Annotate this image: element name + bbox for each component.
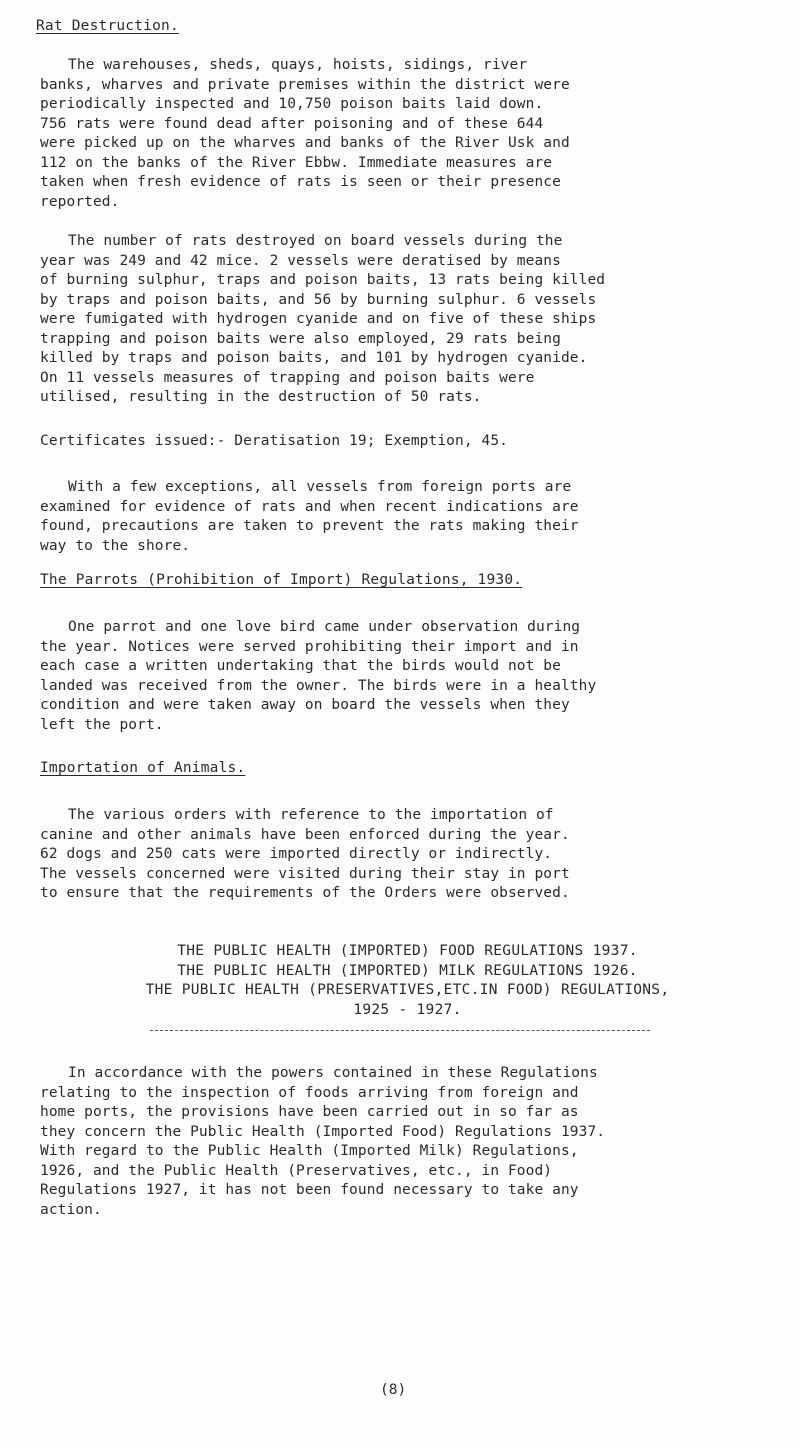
text-line: 1926, and the Public Health (Preservatives, etc., in Food) <box>40 1162 553 1179</box>
regulation-title: 1925 - 1927. <box>353 1001 462 1018</box>
heading-parrots-regulations: The Parrots (Prohibition of Import) Regulations, 1930. <box>40 572 523 588</box>
text-line: each case a written undertaking that the birds would not be <box>40 658 561 674</box>
text-line: left the port. <box>40 716 164 733</box>
text-line: examined for evidence of rats and when recent indications are <box>40 498 579 515</box>
text-line: the year. Notices were served prohibiting their import and in <box>40 638 579 655</box>
text-line: taken when fresh evidence of rats is seen or their presence <box>40 174 561 190</box>
text-line: With a few exceptions, all vessels from foreign ports are <box>68 479 572 495</box>
paragraph-animals <box>40 806 775 904</box>
text-line: were fumigated with hydrogen cyanide and on five of these ships <box>40 311 597 327</box>
text-line: periodically inspected and 10,750 poison baits laid down. <box>40 96 544 112</box>
text-line: they concern the Public Health (Imported Food) Regulations 1937. <box>40 1123 606 1140</box>
text-line: year was 249 and 42 mice. 2 vessels were deratised by means <box>40 252 561 269</box>
text-line: landed was received from the owner. The birds were in a healthy <box>40 677 597 694</box>
text-line: canine and other animals have been enforced during the year. <box>40 826 570 843</box>
regulation-title: THE PUBLIC HEALTH (PRESERVATIVES,ETC.IN FOOD) REGULATIONS, <box>145 982 670 998</box>
page-number: (8) <box>380 1382 407 1398</box>
text-line: In accordance with the powers contained in these Regulations <box>68 1065 598 1081</box>
text-line: action. <box>40 1201 102 1218</box>
text-line: One parrot and one love bird came under observation during <box>68 619 581 635</box>
text-line: 62 dogs and 250 cats were imported directly or indirectly. <box>40 846 553 862</box>
text-line: reported. <box>40 193 120 210</box>
dashed-divider <box>150 1030 650 1031</box>
text-line: home ports, the provisions have been carried out in so far as <box>40 1104 579 1120</box>
text-line: With regard to the Public Health (Imported Milk) Regulations, <box>40 1143 579 1159</box>
text-line: utilised, resulting in the destruction of 50 rats. <box>40 389 482 405</box>
text-line: killed by traps and poison baits, and 101 by hydrogen cyanide. <box>40 350 588 366</box>
heading-importation-of-animals: Importation of Animals. <box>40 760 246 776</box>
text-line: The vessels concerned were visited during their stay in port <box>40 865 570 882</box>
heading-rat-destruction: Rat Destruction. <box>36 18 179 34</box>
text-line: by traps and poison baits, and 56 by burning sulphur. 6 vessels <box>40 291 597 308</box>
paragraph-foreign-ports <box>40 478 775 556</box>
text-line: were picked up on the wharves and banks of the River Usk and <box>40 135 570 151</box>
text-line: condition and were taken away on board the vessels when they <box>40 697 570 713</box>
regulations-titles <box>40 942 775 1020</box>
paragraph-vessels <box>40 232 775 408</box>
text-line: of burning sulphur, traps and poison baits, 13 rats being killed <box>40 272 606 288</box>
text-line: 112 on the banks of the River Ebbw. Immediate measures are <box>40 154 553 171</box>
text-line: The warehouses, sheds, quays, hoists, sidings, river <box>68 57 528 73</box>
paragraph-warehouses <box>40 56 775 212</box>
text-line: way to the shore. <box>40 537 191 554</box>
text-line: trapping and poison baits were also employed, 29 rats being <box>40 330 561 347</box>
text-line: relating to the inspection of foods arriving from foreign and <box>40 1084 579 1101</box>
text-line: to ensure that the requirements of the Orders were observed. <box>40 885 570 901</box>
regulation-title: THE PUBLIC HEALTH (IMPORTED) MILK REGULATIONS 1926. <box>177 962 638 979</box>
paragraph-regulations <box>40 1064 775 1220</box>
text-line: On 11 vessels measures of trapping and poison baits were <box>40 369 535 386</box>
text-line: The various orders with reference to the importation of <box>68 807 554 823</box>
text-line: Certificates issued:- Deratisation 19; Exemption, 45. <box>40 433 508 449</box>
text-line: banks, wharves and private premises within the district were <box>40 76 570 93</box>
text-line: 756 rats were found dead after poisoning and of these 644 <box>40 115 544 132</box>
regulation-title: THE PUBLIC HEALTH (IMPORTED) FOOD REGULATIONS 1937. <box>177 943 638 959</box>
paragraph-parrots <box>40 618 775 735</box>
text-line: found, precautions are taken to prevent the rats making their <box>40 518 579 534</box>
paragraph-certificates <box>40 432 775 452</box>
text-line: Regulations 1927, it has not been found necessary to take any <box>40 1182 579 1198</box>
text-line: The number of rats destroyed on board vessels during the <box>68 233 563 249</box>
